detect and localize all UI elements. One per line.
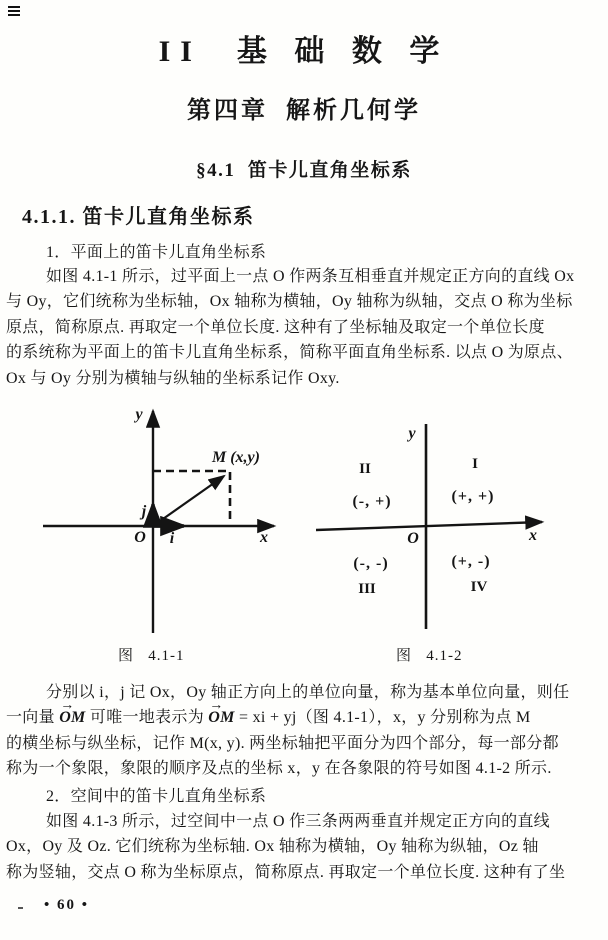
subsection-title: 4.1.1. 笛卡儿直角坐标系 <box>22 206 255 228</box>
paragraph-line: 的系统称为平面上的笛卡儿直角坐标系，简称平面直角坐标系. 以点 O 为原点、 <box>6 344 573 362</box>
fig2-quadrant-3-sign: (-, -) <box>353 555 389 572</box>
text-segment: OM <box>59 709 86 727</box>
section-title: §4.1 笛卡儿直角坐标系 <box>196 160 412 181</box>
paragraph-line: 与 Oy，它们统称为坐标轴，Ox 轴称为横轴，Oy 轴称为纵轴，交点 O 称为坐标 <box>6 293 573 311</box>
fig2-quadrant-4-numeral: IV <box>470 579 488 595</box>
fig2-quadrant-1-sign: (+, +) <box>451 488 495 505</box>
list-item-heading-2: 2．空间中的笛卡儿直角坐标系 <box>46 788 267 805</box>
fig1-j-label: j <box>141 503 147 520</box>
vector-om <box>208 698 235 730</box>
paragraph-line: 分别以 i，j 记 Ox，Oy 轴正方向上的单位向量，称为基本单位向量，则任 <box>46 684 570 701</box>
paragraph-line: 的横坐标与纵坐标，记作 M(x, y). 两坐标轴把平面分为四个部分，每一部分都 <box>6 734 559 752</box>
vector-arrow-icon: → <box>60 698 75 714</box>
list-item-heading-1: 1．平面上的笛卡儿直角坐标系 <box>46 244 267 261</box>
paragraph-line: Ox，Oy 及 Oz. 它们统称为坐标轴. Ox 轴称为横轴，Oy 轴称为纵轴，Oz 轴 <box>6 838 539 856</box>
text-segment: 可唯一地表示为 <box>85 709 209 727</box>
fig1-vector-om <box>153 476 224 526</box>
paragraph-line: 称为一个象限，象限的顺序及点的坐标 x，y 在各象限的符号如图 4.1-2 所示. <box>6 760 552 778</box>
fig2-quadrant-3-numeral: III <box>358 581 376 597</box>
fig2-origin-label: O <box>407 530 419 547</box>
fig1-origin-label: O <box>134 529 146 546</box>
paragraph-line: 称为竖轴，交点 O 称为坐标原点，简称原点. 再取定一个单位长度. 这种有了坐 <box>6 863 566 881</box>
paragraph-1 <box>6 264 604 391</box>
scan-artifact-dash <box>18 907 23 909</box>
paragraph-line: 如图 4.1-1 所示，过平面上一点 O 作两条互相垂直并规定正方向的直线 Ox <box>46 268 575 285</box>
paragraph-line: Ox 与 Oy 分别为横轴与纵轴的坐标系记作 Oxy. <box>6 369 340 387</box>
figure-4-1-1 <box>36 404 322 642</box>
fig1-y-axis-label: y <box>135 406 143 423</box>
fig2-quadrant-1-numeral: I <box>472 456 478 472</box>
fig2-quadrant-2-sign: (-, +) <box>352 493 392 510</box>
text-segment: OM <box>208 709 235 727</box>
paragraph-line-with-vectors <box>6 698 604 730</box>
text-segment: = xi + yj（图 4.1-1），x，y 分别称为点 M <box>234 709 531 727</box>
scan-corner-mark <box>8 6 20 8</box>
fig1-point-m-label: M (x,y) <box>212 449 260 466</box>
figure-2-caption: 图 4.1-2 <box>396 648 463 664</box>
paragraph-line: 如图 4.1-3 所示，过空间中一点 O 作三条两两垂直并规定正方向的直线 <box>46 813 550 830</box>
figure-4-1-2 <box>316 404 586 639</box>
fig2-y-axis-label: y <box>408 425 416 442</box>
fig2-x-axis-label: x <box>529 527 537 544</box>
text-segment: 一向量 <box>6 709 60 727</box>
fig1-x-axis-label: x <box>260 529 268 546</box>
paragraph-2 <box>6 680 604 782</box>
part-title: II 基 础 数 学 <box>158 35 450 68</box>
paragraph-3 <box>6 809 604 885</box>
paragraph-line: 原点，简称原点. 再取定一个单位长度. 这种有了坐标轴及取定一个单位长度 <box>6 318 545 336</box>
vector-om <box>59 698 86 730</box>
fig2-quadrant-2-numeral: II <box>359 461 371 477</box>
figure-1-caption: 图 4.1-1 <box>118 648 185 664</box>
chapter-title: 第四章 解析几何学 <box>187 98 421 124</box>
fig2-quadrant-4-sign: (+, -) <box>451 553 491 570</box>
page-number: • 60 • <box>44 897 90 913</box>
fig2-x-axis <box>316 522 542 530</box>
fig1-i-label: i <box>169 530 175 547</box>
vector-arrow-icon: → <box>209 698 224 714</box>
